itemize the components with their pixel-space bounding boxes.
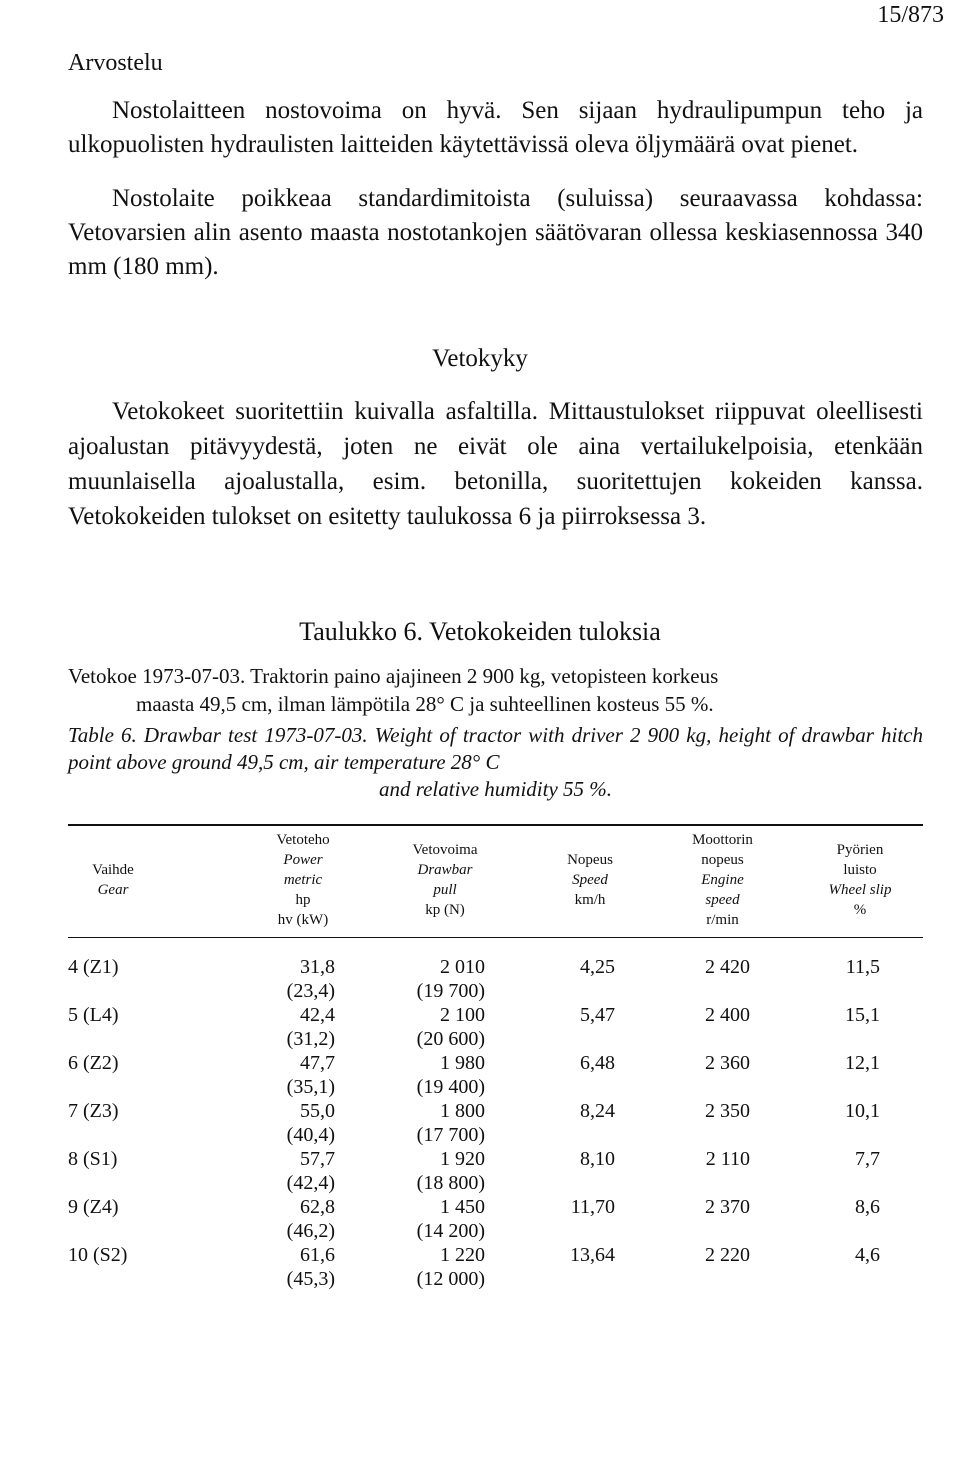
cell-engine: 2 220 <box>705 1244 750 1266</box>
cell-power <box>245 1099 335 1147</box>
paragraph-lift-assessment: Nostolaitteen nostovoima on hyvä. Sen sijaan hydraulipumpun teho ja ulkopuolisten hydraulisten laitteiden käytettävissä oleva öljymäärä ovat pienet. <box>68 97 923 158</box>
cell-slip: 7,7 <box>855 1148 880 1170</box>
col-header-engine-en2: speed <box>705 892 740 908</box>
col-header-slip-en: Wheel slip <box>828 882 892 898</box>
cell-slip: 4,6 <box>855 1244 880 1266</box>
cell-power <box>245 1051 335 1099</box>
cell-engine: 2 110 <box>705 1148 750 1170</box>
cell-power-hp: 31,8 <box>300 956 335 978</box>
col-header-pull-en2: pull <box>433 882 457 898</box>
table-title: Taulukko 6. Vetokokeiden tuloksia <box>299 617 661 646</box>
cell-pull-n: (14 200) <box>416 1220 485 1242</box>
cell-pull-kp: 2 100 <box>440 1004 485 1026</box>
cell-pull-kp: 1 980 <box>440 1052 485 1074</box>
cell-power-hp: 61,6 <box>300 1244 335 1266</box>
cell-gear: 5 (L4) <box>68 1004 119 1026</box>
cell-slip: 10,1 <box>845 1100 880 1122</box>
cell-power-hp: 47,7 <box>300 1052 335 1074</box>
col-header-power-fi: Vetoteho <box>276 832 330 848</box>
table-row <box>0 1195 960 1243</box>
table-header-rule <box>68 937 923 938</box>
cell-pull <box>395 1003 485 1051</box>
cell-pull-n: (17 700) <box>416 1124 485 1146</box>
cell-pull-n: (12 000) <box>416 1268 485 1290</box>
cell-power-kw: (46,2) <box>286 1220 335 1242</box>
heading-vetokyky: Vetokyky <box>432 345 528 372</box>
cell-slip: 11,5 <box>845 956 880 978</box>
col-header-pull <box>385 830 505 930</box>
col-header-slip-fi2: luisto <box>843 862 877 878</box>
cell-power <box>245 955 335 1003</box>
table-top-rule <box>68 824 923 826</box>
cell-slip: 15,1 <box>845 1004 880 1026</box>
cell-engine: 2 350 <box>705 1100 750 1122</box>
cell-power-hp: 42,4 <box>300 1004 335 1026</box>
table-body <box>0 955 960 1291</box>
col-header-speed-fi: Nopeus <box>567 852 613 868</box>
cell-power <box>245 1243 335 1291</box>
col-header-power <box>238 830 368 930</box>
cell-slip: 8,6 <box>855 1196 880 1218</box>
cell-pull <box>395 955 485 1003</box>
cell-speed: 8,24 <box>580 1100 615 1122</box>
col-header-speed-unit: km/h <box>574 892 606 908</box>
col-header-engine-en: Engine <box>701 872 744 888</box>
cell-power <box>245 1147 335 1195</box>
col-header-power-en: Power <box>283 852 323 868</box>
cell-gear: 8 (S1) <box>68 1148 118 1170</box>
cell-speed: 6,48 <box>580 1052 615 1074</box>
cell-power-kw: (35,1) <box>286 1076 335 1098</box>
cell-engine: 2 370 <box>705 1196 750 1218</box>
cell-speed: 13,64 <box>570 1244 615 1266</box>
cell-power-kw: (23,4) <box>286 980 335 1002</box>
col-header-gear-fi: Vaihde <box>92 862 134 878</box>
col-header-speed <box>535 830 645 930</box>
cell-speed: 8,10 <box>580 1148 615 1170</box>
caption-fi-line2: maasta 49,5 cm, ilman lämpötila 28° C ja suhteellinen kosteus 55 %. <box>136 692 714 716</box>
cell-speed: 5,47 <box>580 1004 615 1026</box>
table-caption-english <box>68 722 923 803</box>
cell-pull <box>395 1195 485 1243</box>
cell-slip: 12,1 <box>845 1052 880 1074</box>
caption-en-main: Table 6. Drawbar test 1973-07-03. Weight of tractor with driver 2 900 kg, height of drawbar hitch point above ground 49,5 cm, air temperature 28° C <box>68 723 923 774</box>
cell-power-kw: (40,4) <box>286 1124 335 1146</box>
cell-pull-kp: 2 010 <box>440 956 485 978</box>
col-header-slip-unit: % <box>853 902 867 918</box>
cell-gear: 6 (Z2) <box>68 1052 119 1074</box>
cell-speed: 11,70 <box>570 1196 615 1218</box>
table-row <box>0 1243 960 1291</box>
cell-pull <box>395 1051 485 1099</box>
cell-pull-n: (19 700) <box>416 980 485 1002</box>
cell-pull-kp: 1 450 <box>440 1196 485 1218</box>
col-header-engine-fi2: nopeus <box>701 852 744 868</box>
cell-pull-n: (20 600) <box>416 1028 485 1050</box>
table-caption-finnish <box>68 662 923 718</box>
table-row <box>0 1051 960 1099</box>
col-header-power-unit-hp: hp <box>295 892 311 908</box>
cell-pull-kp: 1 920 <box>440 1148 485 1170</box>
table-row <box>0 1003 960 1051</box>
paragraph-lift-deviation: Nostolaite poikkeaa standardimitoista (suluissa) seuraavassa kohdassa: Vetovarsien alin asento maasta nostotankojen säätövaran ollessa keskiasennossa 340 mm (180 mm). <box>68 185 923 280</box>
col-header-slip-fi: Pyörien <box>836 842 884 858</box>
cell-engine: 2 360 <box>705 1052 750 1074</box>
col-header-power-metric: metric <box>283 872 323 888</box>
cell-gear: 7 (Z3) <box>68 1100 119 1122</box>
cell-power-hp: 57,7 <box>300 1148 335 1170</box>
cell-pull <box>395 1099 485 1147</box>
col-header-pull-unit: kp (N) <box>425 902 465 918</box>
col-header-speed-en: Speed <box>572 872 608 888</box>
cell-gear: 9 (Z4) <box>68 1196 119 1218</box>
cell-pull-n: (18 800) <box>416 1172 485 1194</box>
cell-power-hp: 55,0 <box>300 1100 335 1122</box>
col-header-gear <box>68 830 158 930</box>
col-header-slip <box>800 830 920 930</box>
cell-engine: 2 400 <box>705 1004 750 1026</box>
col-header-engine <box>655 830 790 930</box>
cell-pull-kp: 1 220 <box>440 1244 485 1266</box>
cell-speed: 4,25 <box>580 956 615 978</box>
cell-gear: 10 (S2) <box>68 1244 128 1266</box>
cell-pull <box>395 1147 485 1195</box>
cell-power-hp: 62,8 <box>300 1196 335 1218</box>
col-header-power-unit: hv (kW) <box>277 912 329 928</box>
cell-power-kw: (45,3) <box>286 1268 335 1290</box>
section-label: Arvostelu <box>68 50 163 76</box>
cell-power <box>245 1195 335 1243</box>
col-header-pull-fi: Vetovoima <box>412 842 478 858</box>
caption-fi-line1: Vetokoe 1973-07-03. Traktorin paino ajajineen 2 900 kg, vetopisteen korkeus <box>68 664 719 688</box>
col-header-engine-fi: Moottorin <box>692 832 753 848</box>
caption-en-last: and relative humidity 55 %. <box>378 777 613 801</box>
cell-power-kw: (42,4) <box>286 1172 335 1194</box>
col-header-engine-unit: r/min <box>706 912 739 928</box>
table-row <box>0 1147 960 1195</box>
cell-pull-kp: 1 800 <box>440 1100 485 1122</box>
col-header-gear-en: Gear <box>97 882 129 898</box>
col-header-pull-en: Drawbar <box>417 862 473 878</box>
cell-power-kw: (31,2) <box>286 1028 335 1050</box>
cell-pull <box>395 1243 485 1291</box>
page-number: 15/873 <box>877 2 944 28</box>
table-row <box>0 1099 960 1147</box>
cell-gear: 4 (Z1) <box>68 956 119 978</box>
paragraph-drawbar-tests: Vetokokeet suoritettiin kuivalla asfaltilla. Mittaustulokset riippuvat oleellisesti ajoalustan pitävyydestä, joten ne eivät ole aina vertailukelpoisia, etenkään muunlaisella ajoalustalla, esim. betonilla, suoritettujen kokeiden kanssa. Vetokokeiden tulokset on esitetty taulukossa 6 ja piirroksessa 3. <box>68 398 923 530</box>
cell-engine: 2 420 <box>705 956 750 978</box>
cell-power <box>245 1003 335 1051</box>
table-row <box>0 955 960 1003</box>
cell-pull-n: (19 400) <box>416 1076 485 1098</box>
